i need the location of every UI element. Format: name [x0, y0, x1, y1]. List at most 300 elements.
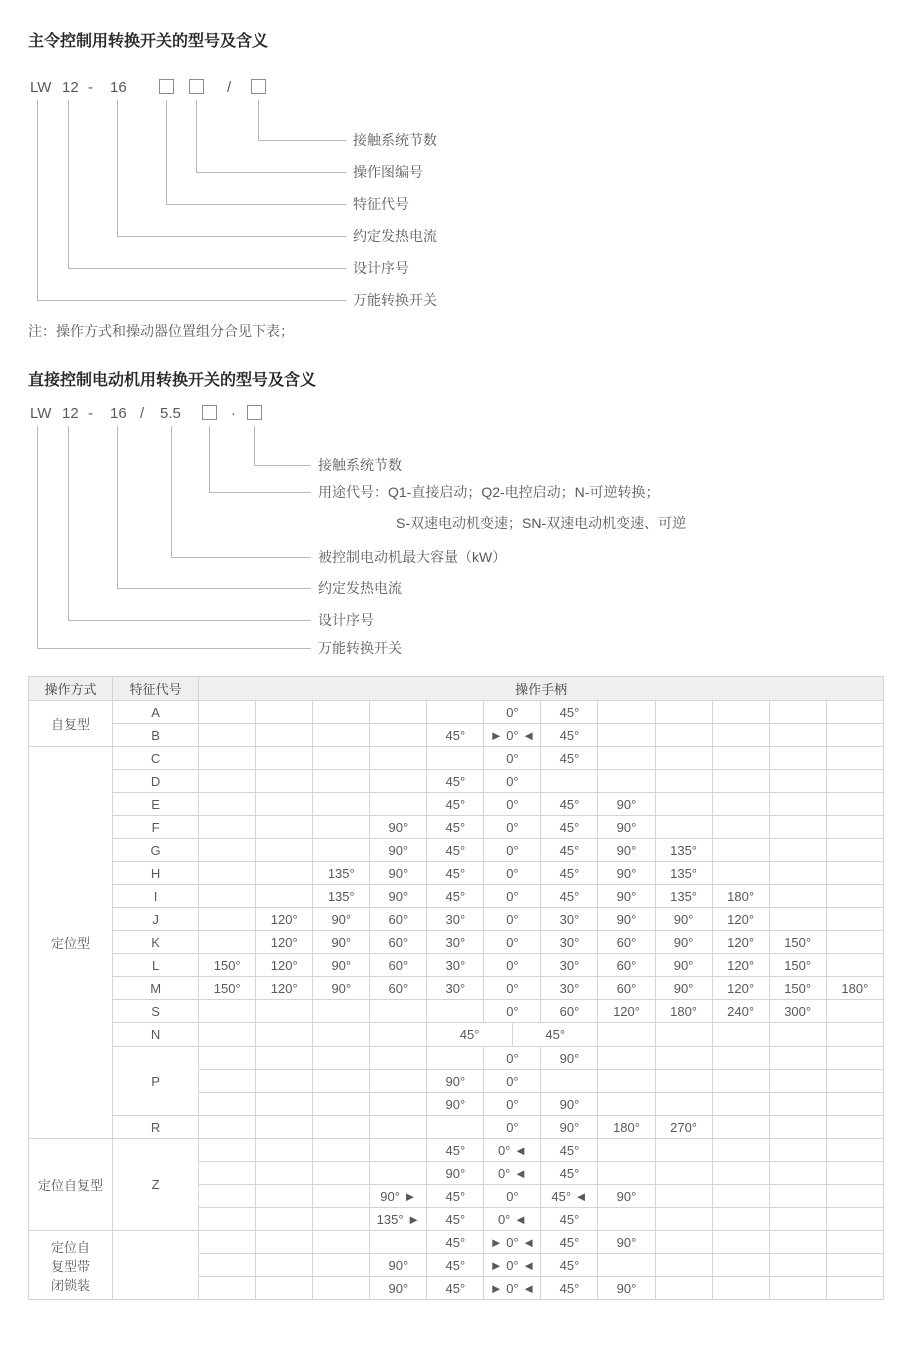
angle-cell: 120°	[712, 977, 769, 1000]
angle-cell	[826, 1208, 883, 1231]
angle-cell: 150°	[769, 977, 826, 1000]
angle-cell	[370, 747, 427, 770]
model1-design-number: 12	[62, 79, 79, 96]
angle-cell: 90°	[541, 1047, 598, 1070]
angle-cell	[427, 701, 484, 724]
angle-cell: 90°	[598, 908, 655, 931]
angle-cell: 300°	[769, 1000, 826, 1023]
angle-cell	[769, 1093, 826, 1116]
angle-cell	[256, 839, 313, 862]
table-row	[29, 862, 884, 885]
angle-cell: 45°	[541, 1208, 598, 1231]
table-row	[29, 954, 884, 977]
label-usage-code-cont: S-双速电动机变速；SN-双速电动机变速、可逆	[396, 515, 687, 531]
table-row	[29, 1047, 884, 1070]
angle-cell: 0°	[484, 1047, 541, 1070]
label-max-motor-capacity: 被控制电动机最大容量（kW）	[318, 549, 507, 565]
angle-cell	[655, 1254, 712, 1277]
angle-cell	[370, 1162, 427, 1185]
angle-cell	[598, 747, 655, 770]
angle-cell: 45°	[541, 701, 598, 724]
angle-cell: ► 0° ◄	[484, 724, 541, 747]
callout-line	[209, 426, 210, 492]
angle-cell	[256, 1070, 313, 1093]
angle-cell: 90°	[370, 1254, 427, 1277]
angle-cell	[427, 747, 484, 770]
angle-cell: 0°	[484, 954, 541, 977]
angle-cell: 120°	[256, 954, 313, 977]
angle-cell	[256, 816, 313, 839]
angle-cell	[826, 1093, 883, 1116]
angle-cell: 90°	[598, 793, 655, 816]
angle-cell	[598, 1070, 655, 1093]
angle-cell	[769, 701, 826, 724]
angle-cell	[712, 1116, 769, 1139]
angle-cell: 45°	[427, 839, 484, 862]
feature-code-cell: G	[113, 839, 199, 862]
angle-cell	[655, 701, 712, 724]
angle-cell: 135°	[655, 885, 712, 908]
angle-cell: 90°	[598, 1231, 655, 1254]
angle-cell: 60°	[370, 954, 427, 977]
angle-cell: 90°	[541, 1116, 598, 1139]
angle-cell	[769, 885, 826, 908]
angle-cell: 180°	[826, 977, 883, 1000]
angle-cell: 30°	[427, 954, 484, 977]
angle-cell: 45°	[541, 816, 598, 839]
angle-cell	[256, 1023, 313, 1047]
angle-cell: 180°	[655, 1000, 712, 1023]
angle-cell	[712, 1254, 769, 1277]
angle-cell	[199, 1231, 256, 1254]
angle-cell: 135°	[655, 839, 712, 862]
angle-cell	[712, 1231, 769, 1254]
angle-cell	[769, 1208, 826, 1231]
angle-cell	[826, 885, 883, 908]
angle-cell	[199, 816, 256, 839]
angle-cell: 120°	[712, 908, 769, 931]
table-row	[29, 1231, 884, 1254]
angle-cell	[370, 1070, 427, 1093]
angle-cell	[199, 1000, 256, 1023]
callout-line	[37, 426, 38, 648]
angle-cell	[826, 770, 883, 793]
angle-cell: 270°	[655, 1116, 712, 1139]
angle-cell: 150°	[199, 954, 256, 977]
angle-cell: 0°	[484, 793, 541, 816]
angle-cell	[313, 1023, 370, 1047]
angle-cell	[712, 770, 769, 793]
feature-code-cell: K	[113, 931, 199, 954]
feature-code-cell: J	[113, 908, 199, 931]
angle-cell	[769, 724, 826, 747]
angle-cell	[826, 862, 883, 885]
angle-cell: 90°	[655, 954, 712, 977]
operation-mode-cell: 自复型	[29, 701, 113, 747]
callout-line	[117, 588, 311, 589]
angle-cell	[256, 862, 313, 885]
angle-cell	[712, 816, 769, 839]
angle-cell	[826, 1254, 883, 1277]
angle-cell	[199, 931, 256, 954]
label-thermal-current: 约定发热电流	[353, 228, 437, 244]
angle-cell: 45° ◄	[541, 1185, 598, 1208]
angle-cell	[370, 793, 427, 816]
angle-cell	[655, 770, 712, 793]
angle-cell	[769, 1162, 826, 1185]
angle-cell	[712, 1047, 769, 1070]
model2-design-number: 12	[62, 405, 79, 422]
model1-dash: -	[88, 79, 93, 96]
angle-cell: 0°	[484, 1093, 541, 1116]
label-feature-code: 特征代号	[353, 196, 409, 212]
angle-cell	[256, 724, 313, 747]
angle-cell	[769, 1023, 826, 1047]
table-row	[29, 839, 884, 862]
angle-cell: 90°	[655, 977, 712, 1000]
angle-cell: 45°	[427, 816, 484, 839]
table-row	[29, 1116, 884, 1139]
callout-line	[196, 100, 197, 172]
angle-cell: 0°	[484, 816, 541, 839]
angle-cell	[826, 747, 883, 770]
angle-cell: 0°	[484, 1070, 541, 1093]
angle-cell	[655, 793, 712, 816]
angle-cell	[199, 1093, 256, 1116]
feature-code-cell: H	[113, 862, 199, 885]
placeholder-box-icon	[202, 405, 217, 420]
angle-cell: 30°	[427, 908, 484, 931]
angle-cell	[598, 724, 655, 747]
angle-cell	[769, 793, 826, 816]
table-body	[29, 701, 884, 1300]
angle-cell-split: 45° 45°	[427, 1023, 598, 1047]
angle-cell: 45°	[427, 724, 484, 747]
angle-cell	[541, 770, 598, 793]
operation-mode-cell: 定位自复型	[29, 1139, 113, 1231]
angle-cell	[256, 885, 313, 908]
angle-cell	[598, 1162, 655, 1185]
angle-cell: 120°	[256, 931, 313, 954]
model2-current: 16	[110, 405, 127, 422]
feature-code-cell: N	[113, 1023, 199, 1047]
header-operation-mode: 操作方式	[29, 677, 113, 701]
label-universal-switch: 万能转换开关	[353, 292, 437, 308]
model2-power: 5.5	[160, 405, 181, 422]
angle-cell	[370, 770, 427, 793]
angle-cell	[256, 1162, 313, 1185]
angle-cell	[199, 839, 256, 862]
angle-cell	[313, 724, 370, 747]
table-row	[29, 770, 884, 793]
angle-cell	[769, 1047, 826, 1070]
angle-cell	[826, 1023, 883, 1047]
angle-cell: 150°	[769, 954, 826, 977]
callout-line	[254, 465, 311, 466]
angle-cell	[769, 1070, 826, 1093]
angle-cell	[199, 862, 256, 885]
callout-line	[166, 204, 346, 205]
angle-cell	[199, 747, 256, 770]
feature-code-cell: B	[113, 724, 199, 747]
callout-line	[37, 648, 311, 649]
angle-cell	[256, 770, 313, 793]
angle-cell	[313, 1254, 370, 1277]
angle-cell: 45°	[541, 1277, 598, 1300]
angle-cell: 120°	[598, 1000, 655, 1023]
feature-code-cell: R	[113, 1116, 199, 1139]
angle-cell: 45°	[427, 1254, 484, 1277]
angle-cell: ► 0° ◄	[484, 1231, 541, 1254]
angle-cell: 45°	[427, 1139, 484, 1162]
angle-cell: 45°	[541, 747, 598, 770]
callout-line	[68, 426, 69, 620]
angle-cell	[199, 724, 256, 747]
angle-cell: 90°	[655, 931, 712, 954]
angle-cell: 120°	[256, 977, 313, 1000]
angle-cell: 240°	[712, 1000, 769, 1023]
angle-cell: 90°	[313, 977, 370, 1000]
angle-cell	[655, 1139, 712, 1162]
angle-cell	[199, 1139, 256, 1162]
angle-cell	[712, 1023, 769, 1047]
model1-slash: /	[227, 79, 232, 96]
angle-cell: 90°	[427, 1162, 484, 1185]
angle-cell	[826, 1047, 883, 1070]
angle-cell	[370, 1000, 427, 1023]
callout-line	[258, 140, 346, 141]
feature-code-cell: M	[113, 977, 199, 1000]
angle-cell	[370, 1047, 427, 1070]
angle-cell	[313, 1277, 370, 1300]
callout-line	[37, 100, 38, 300]
callout-line	[68, 100, 69, 268]
angle-cell: 45°	[541, 1162, 598, 1185]
angle-cell: 90°	[598, 1277, 655, 1300]
angle-cell: 30°	[541, 931, 598, 954]
angle-cell: 90° ►	[370, 1185, 427, 1208]
angle-cell	[313, 770, 370, 793]
angle-cell	[370, 701, 427, 724]
angle-cell	[826, 793, 883, 816]
angle-cell	[655, 1277, 712, 1300]
angle-cell: 120°	[712, 954, 769, 977]
angle-cell: 45°	[541, 1254, 598, 1277]
angle-cell: ► 0° ◄	[484, 1277, 541, 1300]
angle-cell: 0° ◄	[484, 1139, 541, 1162]
callout-line	[37, 300, 346, 301]
table-row	[29, 1023, 884, 1047]
angle-cell	[427, 1116, 484, 1139]
table-row	[29, 931, 884, 954]
angle-cell: 150°	[769, 931, 826, 954]
angle-cell	[769, 816, 826, 839]
angle-cell: 45°	[427, 1185, 484, 1208]
angle-cell	[769, 862, 826, 885]
angle-cell	[826, 701, 883, 724]
angle-cell: 0°	[484, 839, 541, 862]
angle-cell	[199, 1208, 256, 1231]
feature-code-cell: C	[113, 747, 199, 770]
angle-cell	[826, 816, 883, 839]
callout-line	[117, 236, 346, 237]
angle-cell	[313, 1070, 370, 1093]
callout-line	[258, 100, 259, 140]
angle-cell	[313, 1162, 370, 1185]
angle-cell: 45°	[541, 885, 598, 908]
angle-cell: 0°	[484, 1116, 541, 1139]
angle-cell	[769, 1277, 826, 1300]
feature-code-cell: L	[113, 954, 199, 977]
angle-cell: 45°	[427, 770, 484, 793]
label-contact-sections: 接触系统节数	[318, 457, 402, 473]
feature-code-cell: F	[113, 816, 199, 839]
angle-cell	[256, 1000, 313, 1023]
feature-code-cell	[113, 1231, 199, 1300]
section1-title: 主令控制用转换开关的型号及含义	[28, 33, 269, 50]
angle-cell: 45°	[541, 1139, 598, 1162]
angle-cell: 90°	[655, 908, 712, 931]
angle-cell	[712, 747, 769, 770]
angle-cell	[427, 1047, 484, 1070]
angle-cell	[769, 770, 826, 793]
angle-cell	[712, 1139, 769, 1162]
angle-cell	[712, 1093, 769, 1116]
angle-cell: 90°	[598, 1185, 655, 1208]
angle-cell	[769, 1116, 826, 1139]
angle-cell: 0°	[484, 1000, 541, 1023]
angle-cell: 45°	[541, 839, 598, 862]
angle-cell	[826, 1185, 883, 1208]
angle-cell	[826, 1162, 883, 1185]
angle-cell	[712, 1208, 769, 1231]
angle-cell: 60°	[541, 1000, 598, 1023]
angle-cell	[826, 839, 883, 862]
angle-cell	[313, 793, 370, 816]
angle-cell	[769, 1231, 826, 1254]
angle-cell: 90°	[598, 816, 655, 839]
angle-cell: 90°	[370, 1277, 427, 1300]
label-thermal-current: 约定发热电流	[318, 580, 402, 596]
angle-cell: 60°	[598, 954, 655, 977]
angle-cell: 0° ◄	[484, 1208, 541, 1231]
angle-cell	[769, 1185, 826, 1208]
angle-cell	[199, 908, 256, 931]
angle-cell: 0°	[484, 747, 541, 770]
angle-cell: 135°	[313, 862, 370, 885]
angle-cell	[370, 1139, 427, 1162]
angle-cell	[712, 1070, 769, 1093]
angle-cell: 135°	[313, 885, 370, 908]
angle-cell: ► 0° ◄	[484, 1254, 541, 1277]
table-row	[29, 1000, 884, 1023]
angle-cell: 45°	[427, 862, 484, 885]
angle-cell	[313, 1000, 370, 1023]
angle-cell	[256, 1277, 313, 1300]
angle-cell	[370, 1116, 427, 1139]
feature-code-cell: E	[113, 793, 199, 816]
angle-cell: 90°	[598, 862, 655, 885]
angle-cell: 90°	[370, 885, 427, 908]
angle-cell	[313, 1139, 370, 1162]
angle-cell: 90°	[313, 931, 370, 954]
angle-cell	[541, 1070, 598, 1093]
angle-cell: 0°	[484, 701, 541, 724]
angle-cell	[826, 931, 883, 954]
placeholder-box-icon	[247, 405, 262, 420]
angle-cell	[199, 701, 256, 724]
angle-cell	[655, 1208, 712, 1231]
header-feature-code: 特征代号	[113, 677, 199, 701]
callout-line	[68, 268, 346, 269]
angle-cell	[256, 1116, 313, 1139]
angle-cell	[769, 1139, 826, 1162]
angle-cell: 45°	[427, 1277, 484, 1300]
model2-dash: -	[88, 405, 93, 422]
callout-line	[171, 426, 172, 557]
angle-cell: 60°	[598, 977, 655, 1000]
angle-cell: 0° ◄	[484, 1162, 541, 1185]
feature-code-cell: S	[113, 1000, 199, 1023]
angle-cell	[313, 816, 370, 839]
header-operation-handle: 操作手柄	[199, 677, 884, 701]
angle-cell: 135° ►	[370, 1208, 427, 1231]
angle-cell	[598, 1139, 655, 1162]
angle-cell	[598, 770, 655, 793]
angle-cell	[826, 1116, 883, 1139]
angle-cell	[256, 747, 313, 770]
angle-cell	[199, 1070, 256, 1093]
angle-cell	[199, 885, 256, 908]
label-contact-sections: 接触系统节数	[353, 132, 437, 148]
angle-cell	[826, 1277, 883, 1300]
angle-cell	[826, 724, 883, 747]
callout-line	[171, 557, 311, 558]
angle-cell: 30°	[427, 931, 484, 954]
angle-cell	[712, 1277, 769, 1300]
angle-cell	[313, 1047, 370, 1070]
angle-cell: 0°	[484, 908, 541, 931]
angle-cell: 180°	[598, 1116, 655, 1139]
angle-cell	[712, 1185, 769, 1208]
feature-code-cell: Z	[113, 1139, 199, 1231]
angle-cell	[313, 1116, 370, 1139]
angle-cell	[769, 908, 826, 931]
operation-mode-cell: 定位自 复型带 闭锁装	[29, 1231, 113, 1300]
label-diagram-number: 操作图编号	[353, 164, 423, 180]
angle-cell	[199, 1254, 256, 1277]
angle-cell: 60°	[370, 931, 427, 954]
angle-cell: 90°	[427, 1093, 484, 1116]
operation-handle-table	[28, 676, 884, 1300]
table-row	[29, 908, 884, 931]
callout-line	[254, 426, 255, 465]
angle-cell: 0°	[484, 862, 541, 885]
angle-cell	[199, 793, 256, 816]
angle-cell: 45°	[427, 1208, 484, 1231]
angle-cell: 45°	[541, 1231, 598, 1254]
angle-cell	[655, 816, 712, 839]
angle-cell: 90°	[598, 885, 655, 908]
placeholder-box-icon	[189, 79, 204, 94]
angle-cell: 90°	[370, 816, 427, 839]
angle-cell	[826, 1231, 883, 1254]
angle-cell: 90°	[313, 908, 370, 931]
feature-code-cell: P	[113, 1047, 199, 1116]
angle-cell	[199, 1277, 256, 1300]
angle-cell: 90°	[313, 954, 370, 977]
angle-cell	[256, 701, 313, 724]
